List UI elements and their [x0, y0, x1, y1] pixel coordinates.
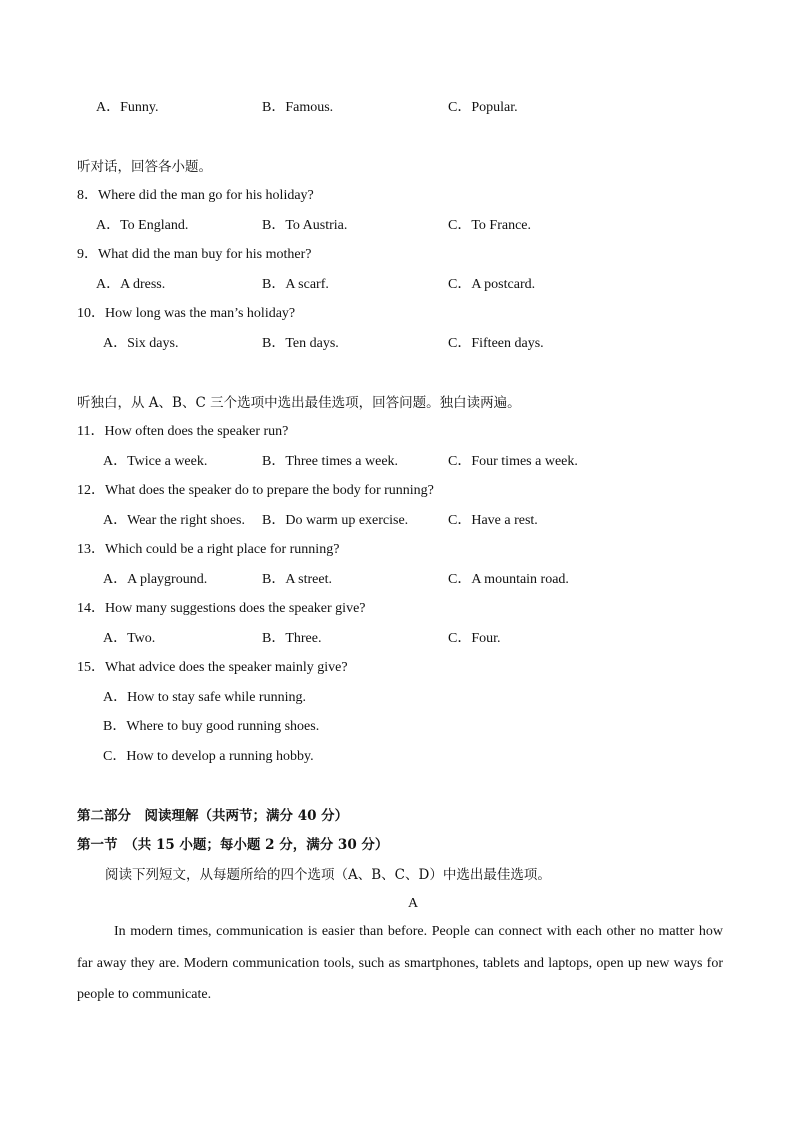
q10-option-c: C．Fifteen days. — [448, 336, 544, 351]
section1-heading: 第一节 （共 15 小题；每小题 2 分，满分 30 分） — [77, 837, 389, 853]
q14-option-b: B．Three. — [262, 631, 322, 646]
q11-option-c: C．Four times a week. — [448, 454, 578, 469]
q9-option-a: A．A dress. — [96, 277, 166, 292]
question-8: 8．Where did the man go for his holiday? — [77, 188, 314, 203]
q12-option-b: B．Do warm up exercise. — [262, 513, 409, 528]
question-12: 12．What does the speaker do to prepare the body for running? — [77, 483, 434, 498]
q15-option-c: C．How to develop a running hobby. — [103, 749, 314, 764]
monologue-instruction: 听独白，从 A、B、C 三个选项中选出最佳选项，回答问题。独白读两遍。 — [77, 395, 521, 411]
q14-option-c: C．Four. — [448, 631, 501, 646]
q13-option-b: B．A street. — [262, 572, 332, 587]
q7-option-b: B．Famous. — [262, 100, 334, 115]
q13-option-a: A．A playground. — [103, 572, 208, 587]
question-14: 14．How many suggestions does the speaker give? — [77, 601, 366, 616]
q13-option-c: C．A mountain road. — [448, 572, 569, 587]
q7-option-c: C．Popular. — [448, 100, 518, 115]
part2-heading: 第二部分 阅读理解（共两节；满分 40 分） — [77, 808, 349, 824]
q8-option-a: A．To England. — [96, 218, 189, 233]
q15-option-a: A．How to stay safe while running. — [103, 690, 306, 705]
q11-option-b: B．Three times a week. — [262, 454, 399, 469]
dialog-instruction: 听对话，回答各小题。 — [77, 159, 212, 175]
passage-label: A — [408, 896, 419, 911]
q12-option-c: C．Have a rest. — [448, 513, 538, 528]
q7-option-a: A．Funny. — [96, 100, 159, 115]
passage-paragraph: In modern times, communication is easier than before. People can connect with each other no matter how far away they are. Modern communication tools, such as smartphones, tablets and laptops, open up new ways for people to communicate. — [77, 924, 723, 1002]
reading-instruction: 阅读下列短文，从每题所给的四个选项（A、B、C、D）中选出最佳选项。 — [105, 867, 551, 883]
question-15: 15．What advice does the speaker mainly give? — [77, 660, 348, 675]
q14-option-a: A．Two. — [103, 631, 156, 646]
q11-option-a: A．Twice a week. — [103, 454, 208, 469]
question-11: 11．How often does the speaker run? — [77, 424, 289, 439]
question-10: 10．How long was the man’s holiday? — [77, 306, 296, 321]
q8-option-b: B．To Austria. — [262, 218, 348, 233]
q15-option-b: B．Where to buy good running shoes. — [103, 719, 320, 734]
question-13: 13．Which could be a right place for running? — [77, 542, 340, 557]
q10-option-a: A．Six days. — [103, 336, 179, 351]
q8-option-c: C．To France. — [448, 218, 532, 233]
q9-option-b: B．A scarf. — [262, 277, 329, 292]
question-9: 9．What did the man buy for his mother? — [77, 247, 312, 262]
q10-option-b: B．Ten days. — [262, 336, 339, 351]
q9-option-c: C．A postcard. — [448, 277, 536, 292]
q12-option-a: A．Wear the right shoes. — [103, 513, 245, 528]
